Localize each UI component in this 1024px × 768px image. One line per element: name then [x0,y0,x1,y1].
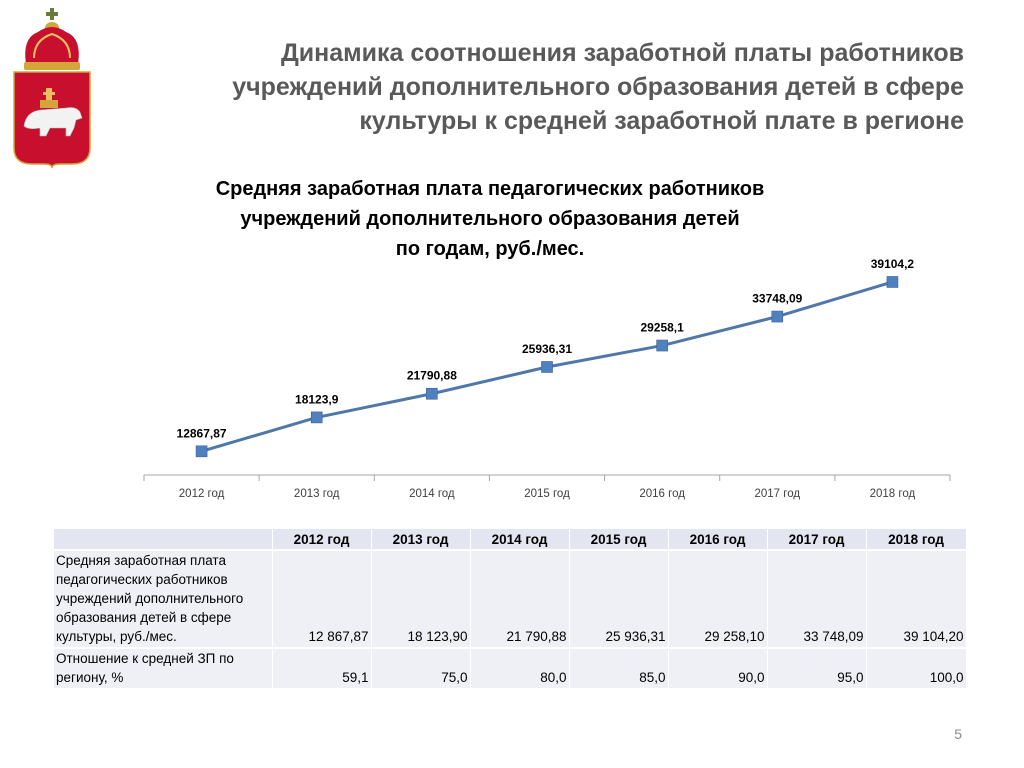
table-cell: 39 104,20 [866,550,966,648]
chart-title-line: учреждений дополнительного образования детей [240,208,740,230]
x-tick-label: 2017 год [754,488,801,500]
data-label: 21790,88 [406,368,457,383]
chart-title-line: Средняя заработная плата педагогических работников [215,178,765,200]
data-label: 12867,87 [176,426,227,441]
table-header-cell: 2014 год [470,529,569,550]
x-tick-label: 2018 год [869,488,916,500]
data-point [657,340,668,351]
table-cell: 80,0 [470,648,569,688]
x-tick-label: 2016 год [639,488,685,500]
table-header-cell [54,529,272,550]
data-point [887,276,898,287]
data-point [311,412,322,423]
table-cell: 18 123,90 [371,550,470,648]
table-cell: 25 936,31 [569,550,668,648]
slide-title-line: культуры к средней заработной плате в регионе [359,107,964,135]
table-cell: 21 790,88 [470,550,569,648]
table-header-cell: 2012 год [272,529,371,550]
x-tick-label: 2014 год [409,488,455,500]
table-cell: 59,1 [272,648,371,688]
table-cell: 95,0 [767,648,866,688]
table-cell: 90,0 [668,648,767,688]
table-header-cell: 2017 год [767,529,866,550]
x-tick-label: 2012 год [178,488,225,500]
table-row-label: Средняя заработная плата педагогических работников учреждений дополнительного образования детей в сфере культуры, руб./мес. [54,550,272,648]
table-cell: 12 867,87 [272,550,371,648]
table-row [54,648,966,688]
page-number: 5 [954,726,962,742]
table-row-label: Отношение к средней ЗП по региону, % [54,648,272,688]
table-cell: 29 258,10 [668,550,767,648]
table-cell: 33 748,09 [767,550,866,648]
table-cell: 85,0 [569,648,668,688]
data-point [426,388,437,399]
slide-title-line: Динамика соотношения заработной платы работников [280,39,964,67]
data-label: 29258,1 [640,320,684,335]
chart-title-line: по годам, руб./мес. [395,238,585,260]
data-point [196,446,207,457]
table-header-cell: 2013 год [371,529,470,550]
data-point [542,361,553,372]
data-label: 33748,09 [752,291,803,306]
slide-title-line: учреждений дополнительного образования детей в сфере [232,73,964,101]
data-table [54,529,967,688]
table-cell: 100,0 [866,648,966,688]
table-header-cell: 2015 год [569,529,668,550]
data-point [772,311,783,322]
data-label: 18123,9 [295,392,339,407]
table-cell: 75,0 [371,648,470,688]
table-row [54,550,966,648]
table-header-row [54,529,966,550]
data-label: 39104,2 [870,256,915,271]
table-header-cell: 2018 год [866,529,966,550]
table-header-cell: 2016 год [668,529,767,550]
x-tick-label: 2013 год [293,488,340,500]
x-tick-label: 2015 год [524,488,570,500]
data-label: 25936,31 [521,341,573,356]
